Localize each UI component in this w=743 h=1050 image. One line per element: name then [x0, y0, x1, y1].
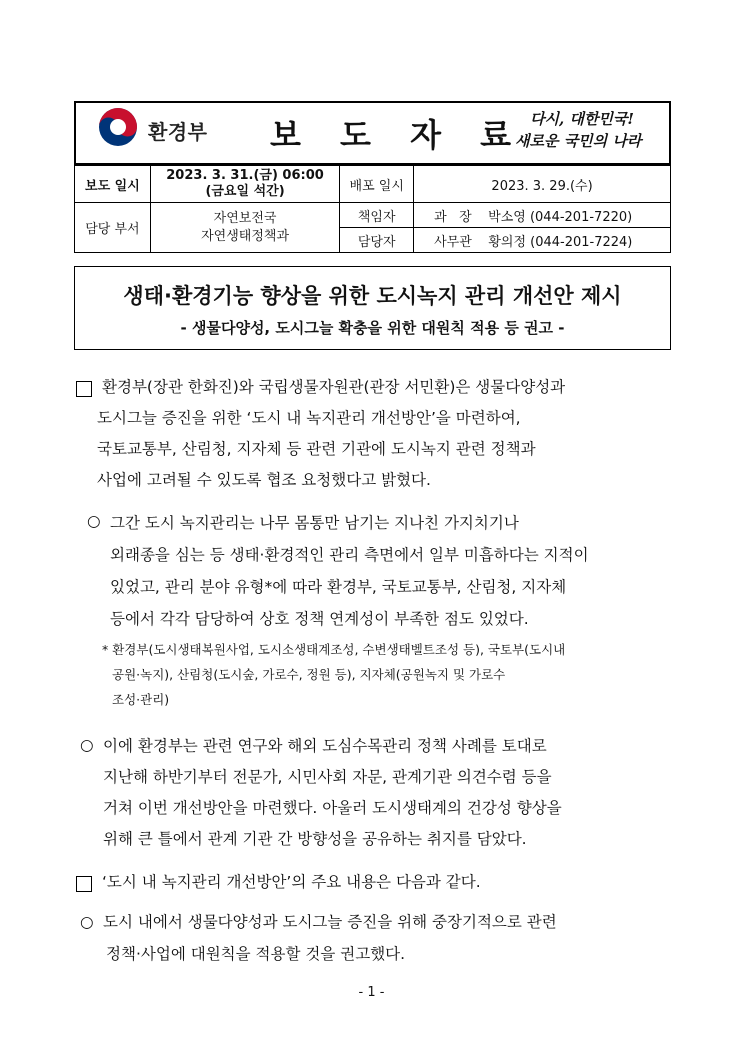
bullet-2	[103, 731, 562, 855]
manager-value	[414, 203, 671, 228]
contact-label: 담당자	[340, 228, 414, 253]
subheadline: - 생물다양성, 도시그늘 확충을 위한 대원칙 적용 등 권고 -	[180, 319, 565, 337]
text-line: 거쳐 이번 개선방안을 마련했다. 아울러 도시생태계의 건강성 향상을	[103, 799, 562, 817]
bullet-1	[110, 507, 589, 635]
document-title: 보 도 자 료	[270, 116, 526, 154]
text-line: ‘도시 내 녹지관리 개선방안’의 주요 내용은 다음과 같다.	[102, 873, 481, 891]
manager-label: 책임자	[340, 203, 414, 228]
bullet-3	[103, 906, 557, 970]
release-value-line1: 2023. 3. 31.(금) 06:00	[166, 168, 324, 183]
release-value-line2: (금요일 석간)	[205, 184, 285, 199]
dept-line1: 자연보전국	[213, 210, 277, 226]
circle-bullet-icon: ○	[80, 736, 94, 754]
text-line: 이에 환경부는 관련 연구와 해외 도심수목관리 정책 사례를 토대로	[103, 737, 547, 755]
dept-line2: 자연생태정책과	[201, 228, 289, 244]
text-line: 등에서 각각 담당하여 상호 정책 연계성이 부족한 점도 있었다.	[110, 610, 529, 628]
manager-name: 박소영 (044-201-7220)	[488, 209, 633, 225]
slogan-line-1: 다시, 대한민국!	[530, 110, 634, 128]
contact-title: 사무관	[434, 234, 472, 250]
text-line: 위해 큰 틀에서 관계 기관 간 방향성을 공유하는 취지를 담았다.	[103, 830, 527, 848]
text-line: 국토교통부, 산림청, 지자체 등 관련 기관에 도시녹지 관련 정책과	[97, 440, 536, 458]
paragraph-1-cont	[97, 403, 536, 496]
page-number: - 1 -	[358, 985, 385, 1000]
text-line: 도시그늘 증진을 위한 ‘도시 내 녹지관리 개선방안’을 마련하여,	[97, 409, 521, 427]
checkbox-square-icon	[76, 381, 92, 397]
headline: 생태·환경기능 향상을 위한 도시녹지 관리 개선안 제시	[123, 284, 622, 308]
org-name: 환경부	[148, 120, 208, 144]
paragraph-2	[102, 867, 481, 898]
distribution-value: 2023. 3. 29.(수)	[414, 166, 671, 203]
text-line: 정책·사업에 대원칙을 적용할 것을 권고했다.	[106, 945, 406, 963]
text-line: 그간 도시 녹지관리는 나무 몸통만 남기는 지나친 가지치기나	[110, 514, 519, 532]
release-value	[150, 166, 340, 203]
footnote-line: 조성·관리)	[112, 692, 170, 707]
text-line: 외래종을 심는 등 생태·환경적인 관리 측면에서 일부 미흡하다는 지적이	[110, 546, 589, 564]
text-line: 사업에 고려될 수 있도록 협조 요청했다고 밝혔다.	[97, 471, 431, 489]
manager-title: 과 장	[434, 209, 472, 225]
contact-name: 황의정 (044-201-7224)	[488, 234, 633, 250]
footnote-line: 공원·녹지), 산림청(도시숲, 가로수, 정원 등), 지자체(공원녹지 및 가로수	[112, 667, 506, 682]
checkbox-square-icon	[76, 876, 92, 892]
footnote	[102, 637, 565, 712]
contact-value	[414, 228, 671, 253]
government-logo-icon	[96, 105, 140, 149]
release-label: 보도 일시	[75, 166, 151, 203]
circle-bullet-icon: ○	[87, 512, 101, 530]
paragraph-1	[102, 372, 565, 403]
text-line: 도시 내에서 생물다양성과 도시그늘 증진을 위해 중장기적으로 관련	[103, 913, 557, 931]
circle-bullet-icon: ○	[80, 913, 94, 931]
text-line: 있었고, 관리 분야 유형*에 따라 환경부, 국토교통부, 산림청, 지자체	[110, 578, 567, 596]
slogan-line-2: 새로운 국민의 나라	[515, 132, 642, 150]
dept-value	[150, 203, 340, 253]
text-line: 지난해 하반기부터 전문가, 시민사회 자문, 관계기관 의견수렴 등을	[103, 768, 552, 786]
dept-label: 담당 부서	[75, 203, 151, 253]
text-line: 환경부(장관 한화진)와 국립생물자원관(관장 서민환)은 생물다양성과	[102, 378, 566, 396]
info-table	[74, 165, 671, 253]
footnote-line: * 환경부(도시생태복원사업, 도시소생태계조성, 수변생태벨트조성 등), 국토부(도시내	[102, 642, 566, 657]
distribution-label: 배포 일시	[340, 166, 414, 203]
